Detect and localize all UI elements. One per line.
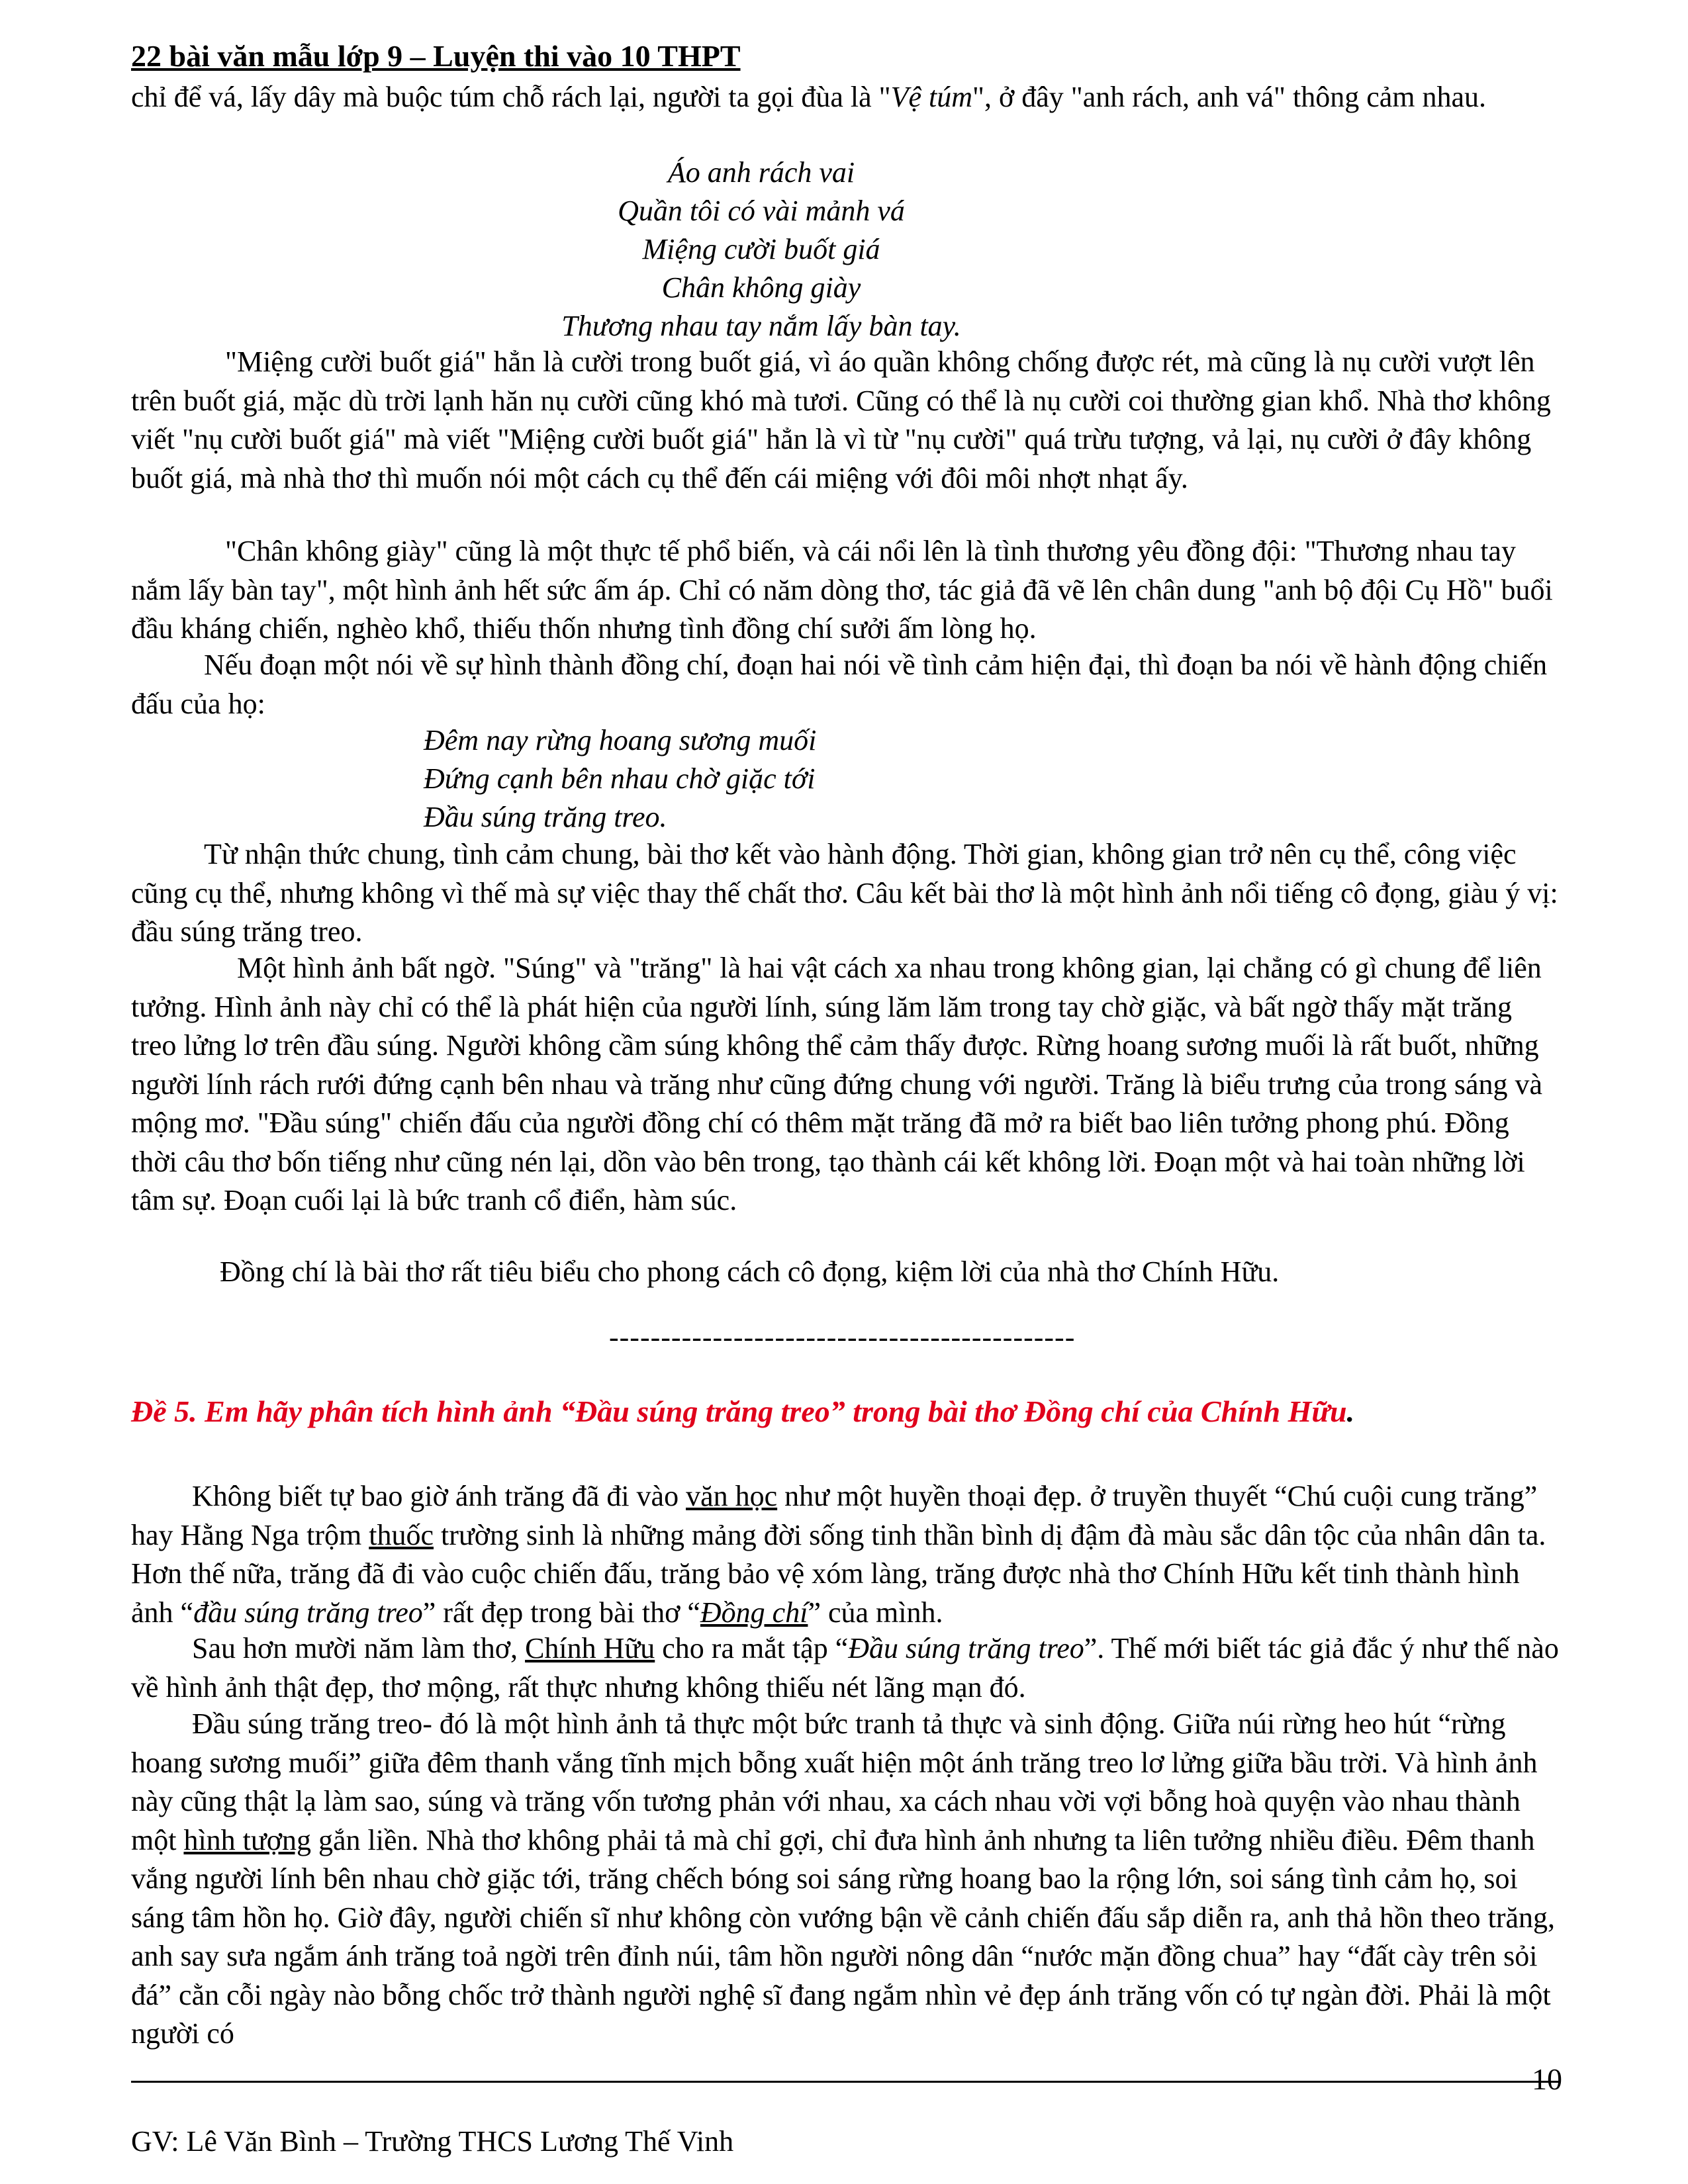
paragraph [131, 1629, 1560, 1707]
paragraph [131, 1477, 1560, 1632]
italic-term: Vệ túm [890, 81, 973, 113]
footer-rule [131, 2081, 1561, 2083]
poem-line: Thương nhau tay nắm lấy bàn tay. [561, 310, 961, 342]
paragraph: Nếu đoạn một nói về sự hình thành đồng chí, đoạn hai nói về tình cảm hiện đại, thì đoạn ba nói về hành động chiến đấu của họ: [131, 649, 1548, 720]
text-run: ” của mình. [808, 1596, 943, 1629]
paragraph-continuation [131, 78, 1560, 117]
poem-line: Đầu súng trăng treo. [424, 801, 667, 833]
section-separator: --------------------------------------------- [609, 1321, 1076, 1353]
poem-line: Quần tôi có vài mảnh vá [618, 195, 905, 227]
poem-line: Đêm nay rừng hoang sương muối [424, 724, 817, 756]
paragraph: Một hình ảnh bất ngờ. "Súng" và "trăng" là hai vật cách xa nhau trong không gian, lại chẳng có gì chung để liên tưởng. Hình ảnh này chỉ có thể là phát hiện của người lính, súng lăm lăm trong tay chờ giặc, và bất ngờ thấy mặt trăng treo lửng lơ trên đầu súng. Người không cầm súng không thể cảm thấy được. Rừng hoang sương muối là rất buốt, những người lính rách rưới đứng cạnh bên nhau và trăng như cũng đứng chung với người. Trăng là biểu trưng của trong sáng và mộng mơ. "Đầu súng" chiến đấu của người đồng chí có thêm mặt trăng đã mở ra biết bao liên tưởng phong phú. Đồng thời câu thơ bốn tiếng như cũng nén lại, dồn vào bên trong, tạo thành cái kết không lời. Đoạn một và hai toàn những lời tâm sự. Đoạn cuối lại là bức tranh cổ điển, hàm súc. [131, 952, 1543, 1216]
italic-phrase: đầu súng trăng treo [193, 1596, 423, 1629]
poem-line: Miệng cười buốt giá [642, 233, 880, 265]
poem-stanza-2 [424, 721, 1218, 837]
poem-stanza-1 [463, 154, 1059, 345]
poem-line: Áo anh rách vai [667, 156, 855, 189]
page-footer: GV: Lê Văn Bình – Trường THCS Lương Thế Vinh [131, 2125, 734, 2158]
italic-phrase: Đầu súng trăng treo [848, 1632, 1084, 1664]
text-run: Không biết tự bao giờ ánh trăng đã đi vào [192, 1480, 686, 1512]
paragraph: Đồng chí là bài thơ rất tiêu biểu cho phong cách cô đọng, kiệm lời của nhà thơ Chính Hữu. [220, 1255, 1280, 1288]
heading-text: Đề 5. Em hãy phân tích hình ảnh “Đầu súng trăng treo” trong bài thơ Đồng chí của Chính Hữu [131, 1394, 1347, 1428]
section-heading [131, 1394, 1561, 1429]
link-chinh-huu[interactable]: Chính Hữu [525, 1632, 655, 1664]
paragraph: "Miệng cười buốt giá" hẳn là cười trong buốt giá, vì áo quần không chống được rét, mà cũng là nụ cười vượt lên trên buốt giá, mặc dù trời lạnh hăn nụ cười cũng khó mà tươi. Cũng có thể là nụ cười coi thường gian khổ. Nhà thơ không viết "nụ cười buốt giá" mà viết "Miệng cười buốt giá" hẳn là vì từ "nụ cười" quá trừu tượng, vả lại, nụ cười ở đây không buốt giá, mà nhà thơ thì muốn nói một cách cụ thể đến cái miệng với đôi môi nhợt nhạt ấy. [131, 345, 1551, 494]
text-run: Sau hơn mười năm làm thơ, [192, 1632, 526, 1664]
paragraph: "Chân không giày" cũng là một thực tế phổ biến, và cái nổi lên là tình thương yêu đồng đội: "Thương nhau tay nắm lấy bàn tay", một hình ảnh hết sức ấm áp. Chỉ có năm dòng thơ, tác giả đã vẽ lên chân dung "anh bộ đội Cụ Hồ" buổi đầu kháng chiến, nghèo khổ, thiếu thốn nhưng tình đồng chí sưởi ấm lòng họ. [131, 535, 1553, 645]
text-run: gắn liền. Nhà thơ không phải tả mà chỉ gợi, chỉ đưa hình ảnh nhưng ta liên tưởng nhiều điều. Đêm thanh vắng người lính bên nhau chờ giặc tới, trăng chếch bóng soi sáng rừng hoang bao la rộng lớn, soi sáng tình cảm họ, soi sáng tâm hồn họ. Giờ đây, người chiến sĩ như không còn vướng bận về cảnh chiến đấu sắp diễn ra, anh thả hồn theo trăng, anh say sưa ngắm ánh trăng toả ngời trên đỉnh núi, tâm hồn người nông dân “nước mặn đồng chua” hay “đất cày trên sỏi đá” cằn cỗi ngày nào bỗng chốc trở thành người nghệ sĩ đang ngắm nhìn vẻ đẹp ánh trăng vốn có tự ngàn đời. Phải là một người có [131, 1823, 1555, 2050]
poem-line: Chân không giày [661, 271, 861, 304]
paragraph [131, 1705, 1560, 2054]
text-run: ", ở đây "anh rách, anh vá" thông cảm nhau. [972, 81, 1487, 113]
text-run: trường sinh là những mảng đời sống tinh thần bình dị đậm đà màu sắc dân tộc của nhân dân ta. Hơn thế nữa, trăng đã đi vào cuộc chiến đấu, trăng bảo vệ xóm làng, trăng được nhà thơ Chính Hữu kết tinh thành hình ảnh “ [131, 1518, 1546, 1629]
heading-period: . [1346, 1394, 1355, 1428]
text-run: ” rất đẹp trong bài thơ “ [422, 1596, 700, 1629]
text-run: như một huyền thoại đẹp. ở truyền thuyết “Chú cuội cung trăng” hay Hằng Nga trộm [131, 1480, 1538, 1551]
text-run: Đầu súng trăng treo- đó là một hình ảnh tả thực một bức tranh tả thực và sinh động. Giữa núi rừng heo hút “rừng hoang sương muối” giữa đêm thanh vắng tĩnh mịch bỗng xuất hiện một ánh trăng treo lơ lửng giữa bầu trời. Và hình ảnh này cũng thật lạ làm sao, súng và trăng vốn tương phản với nhau, xa cách nhau vời vợi bỗng hoà quyện vào nhau thành một [131, 1707, 1538, 1856]
page-number: 10 [1532, 2062, 1562, 2096]
paragraph: Từ nhận thức chung, tình cảm chung, bài thơ kết vào hành động. Thời gian, không gian trở nên cụ thể, công việc cũng cụ thể, nhưng không vì thế mà sự việc thay thế chất thơ. Câu kết bài thơ là một hình ảnh nổi tiếng cô đọng, giàu ý vị: đầu súng trăng treo. [131, 838, 1558, 948]
page-header-title: 22 bài văn mẫu lớp 9 – Luyện thi vào 10 THPT [131, 39, 741, 73]
poem-line: Đứng cạnh bên nhau chờ giặc tới [424, 762, 816, 795]
link-thuoc[interactable]: thuốc [369, 1518, 434, 1551]
link-hinh-tuong[interactable]: hình tượng [183, 1823, 312, 1856]
link-van-hoc[interactable]: văn học [686, 1480, 778, 1512]
text-run: cho ra mắt tập “ [655, 1632, 849, 1664]
link-dong-chi[interactable]: Đồng chí [700, 1596, 808, 1629]
text-run: ”. Thế mới biết tác giả đắc ý như thế nào về hình ảnh thật đẹp, thơ mộng, rất thực nhưng không thiếu nét lãng mạn đó. [131, 1632, 1559, 1704]
text-run: chỉ để vá, lấy dây mà buộc túm chỗ rách lại, người ta gọi đùa là " [131, 81, 891, 113]
